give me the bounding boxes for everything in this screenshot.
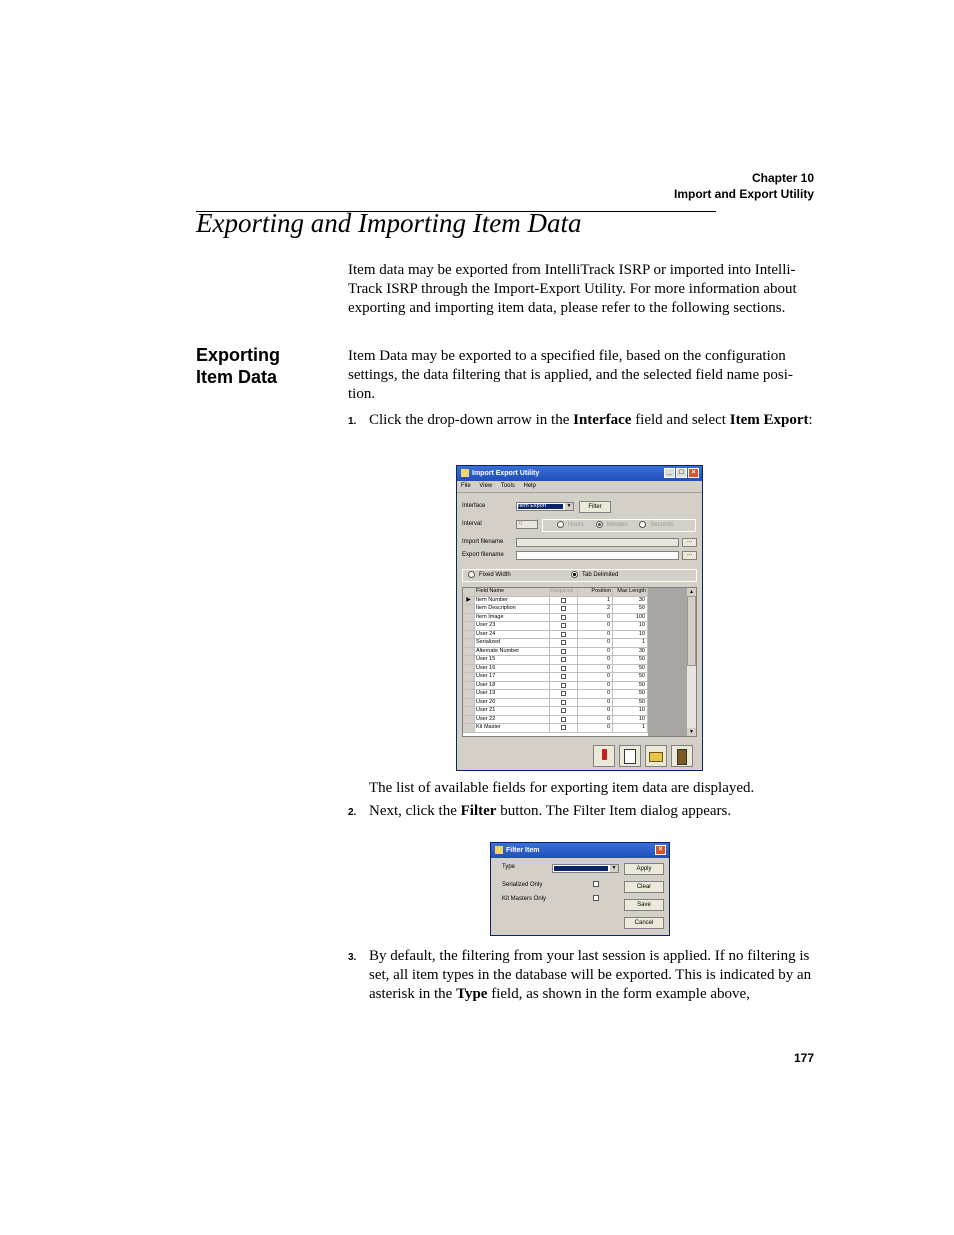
serialized-only-checkbox[interactable] [593,881,599,887]
export-filename-label: Export filename [462,552,504,558]
save-button[interactable]: Save [624,899,664,911]
scroll-up-icon[interactable]: ▲ [687,588,696,596]
field-name-cell[interactable]: Item Image [475,614,550,622]
caption-fields-list: The list of available fields for exporting item data are displayed. [369,780,755,796]
position-cell[interactable]: 0 [578,622,613,630]
import-filename-label: Import filename [462,539,504,545]
exit-button[interactable] [671,745,693,767]
position-cell[interactable]: 1 [578,597,613,605]
max-length-cell[interactable]: 10 [613,707,648,715]
interface-value: Item Export [518,504,563,509]
chevron-down-icon[interactable]: ▼ [566,503,572,509]
step-2-number: 2. [348,807,357,818]
max-length-cell[interactable]: 50 [613,690,648,698]
required-checkbox[interactable] [561,615,566,620]
row-selector[interactable] [463,724,475,732]
chapter-section-label: Import and Export Utility [673,187,814,201]
field-name-cell[interactable]: User 20 [475,699,550,707]
interface-label: Interface [462,503,486,509]
col-max-length[interactable]: Max Length [613,588,648,596]
required-cell [550,597,578,605]
grid-scrollbar[interactable] [687,588,696,736]
row-selector[interactable] [463,648,475,656]
position-cell[interactable]: 0 [578,699,613,707]
step-1-post: : [808,412,813,428]
kit-masters-only-checkbox[interactable] [593,895,599,901]
radio-selected-icon [596,521,603,528]
row-selector[interactable] [463,682,475,690]
max-length-cell[interactable]: 50 [613,673,648,681]
max-length-cell[interactable]: 1 [613,724,648,732]
step-2-pre: Next, click the [369,803,461,819]
required-checkbox[interactable] [561,717,566,722]
type-value-highlight [554,866,608,871]
required-cell [550,724,578,732]
table-row[interactable] [463,724,648,733]
required-cell [550,716,578,724]
close-icon[interactable]: × [655,845,666,855]
required-checkbox[interactable] [561,666,566,671]
row-selector[interactable] [463,707,475,715]
required-checkbox[interactable] [561,657,566,662]
preview-button[interactable] [619,745,641,767]
section-intro: Item Data may be exported to a specified file, based on the configuration settings, the data filtering that is applied, and the selected field name posi-tion. [348,348,793,402]
type-label: Type [502,864,516,870]
row-selector[interactable] [463,665,475,673]
required-checkbox[interactable] [561,640,566,645]
import-filename-input[interactable] [516,538,679,547]
position-cell[interactable]: 0 [578,716,613,724]
row-selector[interactable] [463,716,475,724]
step-3-text [369,947,814,1004]
step-3-bold-type: Type [456,986,488,1002]
required-cell [550,707,578,715]
import-export-window [456,465,703,771]
col-field-name[interactable]: Field Name [475,588,550,596]
field-name-cell[interactable]: User 22 [475,716,550,724]
table-row[interactable] [463,614,648,623]
kit-masters-only-label: Kit Masters Only [502,896,547,902]
table-row[interactable] [463,622,648,631]
required-cell [550,682,578,690]
maximize-icon[interactable]: □ [676,468,687,478]
table-row[interactable] [463,665,648,674]
step-2-text [369,802,814,821]
type-select[interactable] [552,864,619,873]
max-length-cell[interactable]: 10 [613,631,648,639]
max-length-cell[interactable]: 10 [613,716,648,724]
position-cell[interactable]: 0 [578,673,613,681]
fields-grid [462,587,697,737]
tab-delimited-option[interactable] [571,570,618,581]
field-name-cell[interactable]: User 16 [475,665,550,673]
position-cell[interactable]: 0 [578,631,613,639]
app-icon [461,469,469,477]
row-selector[interactable] [463,699,475,707]
required-checkbox[interactable] [561,691,566,696]
chapter-label: Chapter 10 [751,171,814,185]
required-cell [550,631,578,639]
field-name-cell[interactable]: User 15 [475,656,550,664]
import-browse-button[interactable]: ... [682,538,697,547]
field-name-cell[interactable]: Item Number [475,597,550,605]
position-cell[interactable]: 0 [578,665,613,673]
fixed-width-option[interactable] [468,572,511,578]
page-title: Exporting and Importing Item Data [196,208,582,238]
menu-bar [461,483,536,489]
required-cell [550,622,578,630]
menu-tools[interactable]: Tools [500,483,515,489]
filter-button[interactable]: Filter [579,501,611,513]
interval-units-group [542,519,696,532]
exit-door-icon [677,749,687,765]
exclamation-icon [602,749,607,760]
close-icon[interactable]: × [688,468,699,478]
required-checkbox[interactable] [561,708,566,713]
required-checkbox[interactable] [561,623,566,628]
position-cell[interactable]: 0 [578,614,613,622]
field-name-cell[interactable]: Item Description [475,605,550,613]
max-length-cell[interactable]: 50 [613,682,648,690]
table-row[interactable] [463,631,648,640]
max-length-cell[interactable]: 10 [613,622,648,630]
grid-corner [463,588,475,596]
window-title: Import Export Utility [472,470,540,477]
table-row[interactable] [463,699,648,708]
row-selector[interactable] [463,605,475,613]
tab-delimited-label: Tab Delimited [582,572,619,578]
field-name-cell[interactable]: User 24 [475,631,550,639]
row-current-arrow-icon[interactable]: ▶ [463,597,475,605]
row-selector[interactable] [463,622,475,630]
interface-select[interactable] [516,502,574,511]
step-1-pre: Click the drop-down arrow in the [369,412,574,428]
required-cell [550,648,578,656]
field-name-cell[interactable]: Serialized [475,639,550,647]
required-cell [550,690,578,698]
max-length-cell[interactable]: 50 [613,699,648,707]
row-selector[interactable] [463,673,475,681]
serialized-only-label: Serialized Only [502,882,543,888]
export-browse-button[interactable]: ... [682,551,697,560]
position-cell[interactable]: 0 [578,648,613,656]
interval-seconds-label: Seconds [650,522,674,528]
scroll-down-icon[interactable]: ▼ [687,728,696,736]
required-checkbox[interactable] [561,725,566,730]
required-cell [550,673,578,681]
intro-paragraph: Item data may be exported from IntelliTrack ISRP or imported into Intelli-Track ISRP through the Import-Export Utility. For more information about exporting and importing item data, please refer to the following sections. [348,262,797,316]
interval-label: Interval [462,521,482,527]
position-cell[interactable]: 0 [578,690,613,698]
required-checkbox[interactable] [561,700,566,705]
step-3-post: field, as shown in the form example above, [487,986,750,1002]
field-name-cell[interactable]: User 17 [475,673,550,681]
row-selector[interactable] [463,631,475,639]
max-length-cell[interactable]: 100 [613,614,648,622]
cancel-button[interactable]: Cancel [624,917,664,929]
chevron-down-icon[interactable]: ▼ [611,865,617,871]
scroll-thumb[interactable] [687,596,696,666]
max-length-cell[interactable]: 1 [613,639,648,647]
page-number: 177 [793,1051,814,1065]
menu-divider [457,492,702,493]
step-2-bold-filter: Filter [460,803,497,819]
step-3-pre: By default, the filtering from your last session is applied. If no filtering is set, all item types in the database will be exported. This is indicated by an asterisk in the [369,948,812,1002]
required-cell [550,656,578,664]
position-cell[interactable]: 0 [578,707,613,715]
row-selector[interactable] [463,690,475,698]
radio-selected-icon [571,571,578,578]
position-cell[interactable]: 0 [578,724,613,732]
folder-open-icon [649,752,663,762]
minimize-icon[interactable]: _ [664,468,675,478]
format-group [462,569,697,582]
menu-view[interactable]: View [479,483,493,489]
required-checkbox[interactable] [561,649,566,654]
max-length-cell[interactable]: 30 [613,597,648,605]
app-icon [495,846,503,854]
row-selector[interactable] [463,656,475,664]
position-cell[interactable]: 0 [578,682,613,690]
step-3-number: 3. [348,952,357,963]
document-magnify-icon [624,749,636,764]
table-row[interactable] [463,673,648,682]
required-cell [550,605,578,613]
interval-seconds-option[interactable] [639,522,673,528]
position-cell[interactable]: 0 [578,639,613,647]
filter-titlebar [491,843,669,858]
table-row[interactable] [463,648,648,657]
required-checkbox[interactable] [561,598,566,603]
interval-hours-option[interactable] [557,522,584,528]
step-1-bold-interface: Interface [573,412,632,428]
required-checkbox[interactable] [561,683,566,688]
step-1-number: 1. [348,416,357,427]
radio-icon [639,521,646,528]
interval-minutes-label: Minutes [606,522,628,528]
interval-minutes-option[interactable] [596,522,628,528]
required-checkbox[interactable] [561,632,566,637]
menu-help[interactable]: Help [523,483,536,489]
step-1-mid: field and select [631,412,730,428]
step-1-text [369,411,814,430]
field-name-cell[interactable]: User 21 [475,707,550,715]
required-cell [550,614,578,622]
field-name-cell[interactable]: User 23 [475,622,550,630]
filter-item-window [490,842,670,936]
export-filename-input[interactable] [516,551,679,560]
table-row[interactable] [463,605,648,614]
required-checkbox[interactable] [561,674,566,679]
field-name-cell[interactable]: User 19 [475,690,550,698]
import-export-titlebar [457,466,702,481]
row-selector[interactable] [463,614,475,622]
section-heading: Exporting Item Data [196,345,280,387]
required-checkbox[interactable] [561,606,566,611]
clear-button[interactable]: Clear [624,881,664,893]
run-button[interactable] [593,745,615,767]
fixed-width-label: Fixed Width [479,572,511,578]
max-length-cell[interactable]: 50 [613,656,648,664]
apply-button[interactable]: Apply [624,863,664,875]
grid-empty-area [648,588,688,737]
field-name-cell[interactable]: User 18 [475,682,550,690]
field-name-cell[interactable]: Alternate Number [475,648,550,656]
position-cell[interactable]: 2 [578,605,613,613]
max-length-cell[interactable]: 50 [613,665,648,673]
table-row[interactable] [463,707,648,716]
field-name-cell[interactable]: Kit Master [475,724,550,732]
col-position[interactable]: Position [578,588,613,596]
required-cell [550,699,578,707]
required-cell [550,639,578,647]
filter-window-title: Filter Item [506,847,540,854]
table-row[interactable] [463,597,648,606]
col-required[interactable]: Required [550,588,578,596]
table-row[interactable] [463,716,648,725]
radio-icon [557,521,564,528]
max-length-cell[interactable]: 50 [613,605,648,613]
max-length-cell[interactable]: 30 [613,648,648,656]
interval-hours-label: Hours [568,522,585,528]
menu-file[interactable]: File [461,483,471,489]
interval-input[interactable]: 0 [516,520,538,529]
position-cell[interactable]: 0 [578,656,613,664]
step-2-post: button. The Filter Item dialog appears. [496,803,732,819]
radio-icon [468,571,475,578]
table-row[interactable] [463,639,648,648]
step-1-bold-item-export: Item Export [729,412,809,428]
open-button[interactable] [645,745,667,767]
required-cell [550,665,578,673]
table-row[interactable] [463,682,648,691]
table-row[interactable] [463,690,648,699]
row-selector[interactable] [463,639,475,647]
table-row[interactable] [463,656,648,665]
